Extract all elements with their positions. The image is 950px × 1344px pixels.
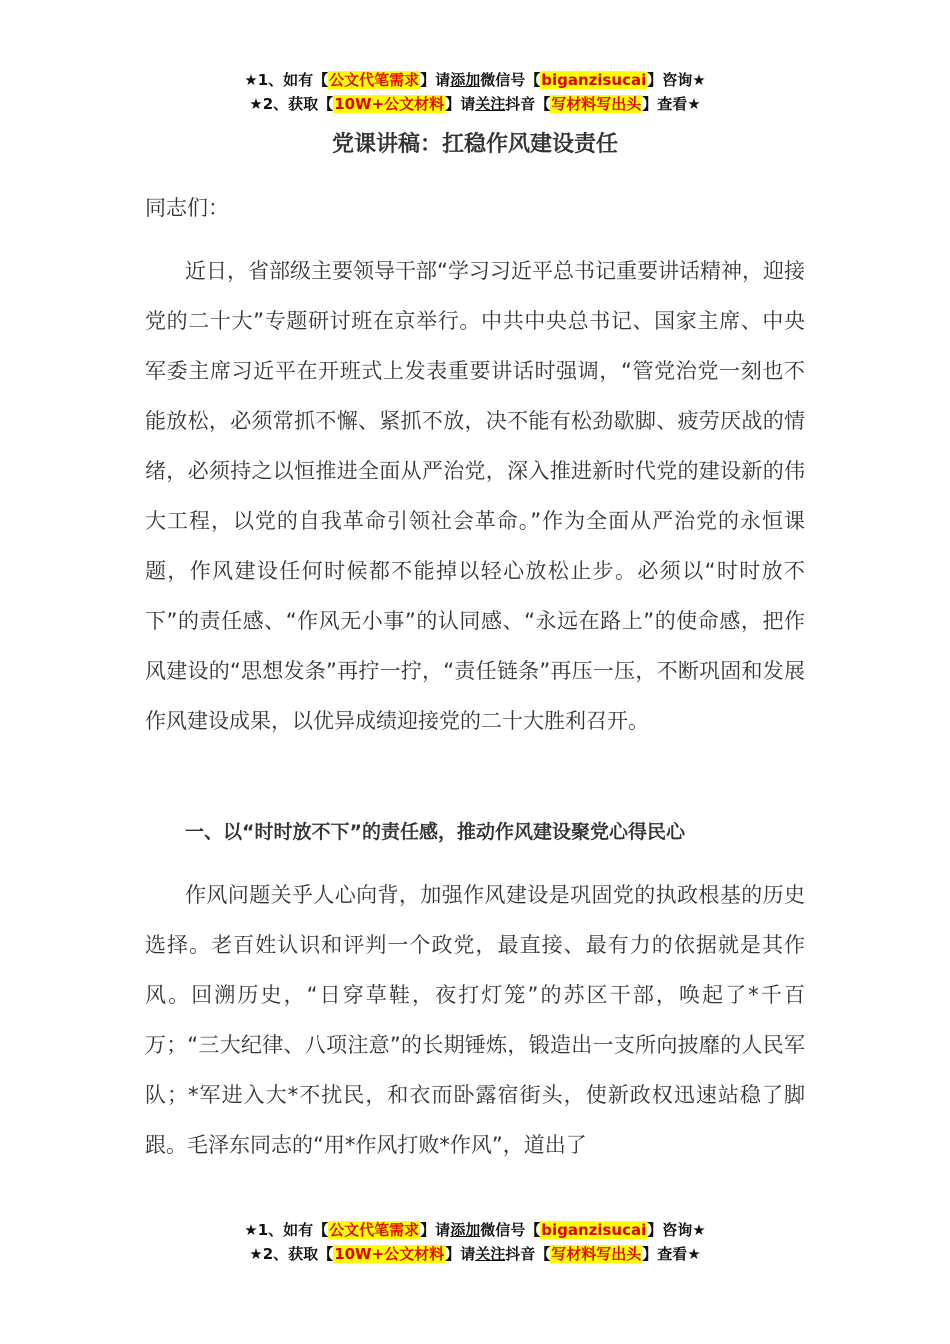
promo-text: 】查看★ [642, 1245, 701, 1263]
underlined-text: 添加 [450, 1221, 481, 1239]
highlight-service: 公文代笔需求 [329, 71, 420, 89]
promo-text: 微信号【 [480, 71, 541, 89]
promo-line-2 [0, 1242, 950, 1266]
promo-text: ★2、获取【 [249, 1245, 334, 1263]
promo-text: 】咨询★ [647, 71, 706, 89]
bottom-promo-banner [0, 1218, 950, 1266]
highlight-douyin-account: 写材料写出头 [551, 95, 642, 113]
salutation: 同志们： [145, 196, 229, 220]
highlight-materials: 10W+公文材料 [334, 95, 445, 113]
underlined-text: 添加 [450, 71, 481, 89]
document-title: 党课讲稿：扛稳作风建设责任 [331, 132, 618, 157]
highlight-materials: 10W+公文材料 [334, 1245, 445, 1263]
promo-text: 抖音【 [505, 1245, 551, 1263]
highlight-service: 公文代笔需求 [329, 1221, 420, 1239]
promo-text: ★1、如有【 [244, 1221, 329, 1239]
promo-text: 】请 [445, 1245, 476, 1263]
promo-text: 微信号【 [480, 1221, 541, 1239]
promo-text: ★2、获取【 [249, 95, 334, 113]
promo-text: 】请 [420, 71, 451, 89]
promo-text: 】请 [445, 95, 476, 113]
promo-text: 】咨询★ [647, 1221, 706, 1239]
underlined-text: 关注 [475, 95, 506, 113]
body-paragraph: 近日，省部级主要领导干部“学习习近平总书记重要讲话精神，迎接党的二十大”专题研讨班在京举行。中共中央总书记、国家主席、中央军委主席习近平在开班式上发表重要讲话时强调，“管党治党一刻也不能放松，必须常抓不懈、紧抓不放，决不能有松劲歇脚、疲劳厌战的情绪，必须持之以恒推进全面从严治党，深入推进新时代党的建设新的伟大工程，以党的自我革命引领社会革命。”作为全面从严治党的永恒课题，作风建设任何时候都不能掉以轻心放松止步。必须以“时时放不下”的责任感、“作风无小事”的认同感、“永远在路上”的使命感，把作风建设的“思想发条”再拧一拧，“责任链条”再压一压，不断巩固和发展作风建设成果，以优异成绩迎接党的二十大胜利召开。 [145, 259, 805, 733]
promo-text: 抖音【 [505, 95, 551, 113]
promo-line-1 [0, 1218, 950, 1242]
promo-text: 】请 [420, 1221, 451, 1239]
highlight-wechat-id: biganzisucai [541, 71, 647, 89]
section-heading: 一、以“时时放不下”的责任感，推动作风建设聚党心得民心 [185, 821, 685, 843]
body-paragraph: 作风问题关乎人心向背，加强作风建设是巩固党的执政根基的历史选择。老百姓认识和评判一个政党，最直接、最有力的依据就是其作风。回溯历史，“日穿草鞋，夜打灯笼”的苏区干部，唤起了*千百万；“三大纪律、八项注意”的长期锤炼，锻造出一支所向披靡的人民军队；*军进入大*不扰民，和衣而卧露宿街头，使新政权迅速站稳了脚跟。毛泽东同志的“用*作风打败*作风”，道出了 [145, 883, 805, 1157]
underlined-text: 关注 [475, 1245, 506, 1263]
promo-text: 】查看★ [642, 95, 701, 113]
promo-line-1 [0, 68, 950, 92]
top-promo-banner [0, 68, 950, 116]
promo-text: ★1、如有【 [244, 71, 329, 89]
highlight-douyin-account: 写材料写出头 [551, 1245, 642, 1263]
highlight-wechat-id: biganzisucai [541, 1221, 647, 1239]
promo-line-2 [0, 92, 950, 116]
